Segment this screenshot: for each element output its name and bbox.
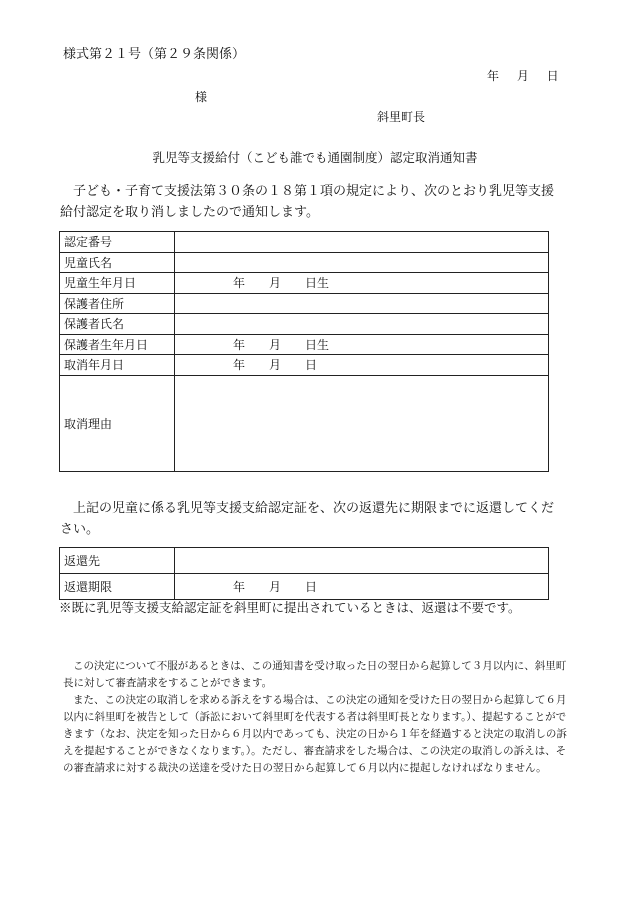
return-exemption-note: ※既に乳児等支援支給認定証を斜里町に提出されているときは、返還は不要です。	[59, 600, 521, 615]
row-label: 保護者生年月日	[60, 334, 175, 355]
day-label: 日生	[305, 337, 330, 352]
row-label: 児童氏名	[60, 252, 175, 273]
return-instruction: 上記の児童に係る乳児等支援支給認定証を、次の返還先に期限までに返還してください。	[60, 501, 555, 537]
certification-details-table	[59, 231, 549, 472]
table-row	[60, 548, 549, 574]
table-row	[60, 314, 549, 335]
cancellation-date-field[interactable]	[175, 355, 549, 376]
issue-date-line: 年 月 日	[487, 69, 559, 83]
row-label: 返還期限	[60, 574, 175, 600]
return-destination-field[interactable]	[175, 548, 549, 574]
day-label: 日	[305, 358, 318, 373]
row-label: 取消理由	[60, 375, 175, 471]
return-deadline-field[interactable]	[175, 574, 549, 600]
month-label: 月	[269, 337, 282, 352]
month-label: 月	[269, 276, 282, 291]
row-label: 保護者住所	[60, 293, 175, 314]
appeal-paragraph: この決定について不服があるときは、この通知書を受け取った日の翌日から起算して３月以内に、斜里町長に対して審査請求をすることができます。	[63, 660, 567, 689]
appeal-notice	[63, 658, 571, 777]
row-label: 認定番号	[60, 232, 175, 253]
guardian-birthdate-field[interactable]	[175, 334, 549, 355]
month-label: 月	[269, 358, 282, 373]
year-label: 年	[233, 337, 246, 352]
row-label: 保護者氏名	[60, 314, 175, 335]
table-row	[60, 574, 549, 600]
day-label: 日生	[305, 276, 330, 291]
row-label: 返還先	[60, 548, 175, 574]
month-label: 月	[269, 580, 282, 594]
cancellation-reason-field[interactable]	[175, 375, 549, 471]
guardian-address-field[interactable]	[175, 293, 549, 314]
row-label: 児童生年月日	[60, 273, 175, 294]
row-label: 取消年月日	[60, 355, 175, 376]
issuer-name: 斜里町長	[377, 110, 426, 124]
year-label: 年	[233, 276, 246, 291]
table-row	[60, 232, 549, 253]
year-label: 年	[233, 358, 246, 373]
year-label: 年	[233, 580, 246, 594]
table-row	[60, 375, 549, 471]
table-row	[60, 273, 549, 294]
table-row	[60, 355, 549, 376]
lawsuit-paragraph: また、この決定の取消しを求める訴えをする場合は、この決定の通知を受けた日の翌日から起算して６月以内に斜里町を被告として（訴訟において斜里町を代表する者は斜里町長となります。）、提起することができます（なお、決定を知った日から６月以内であっても、決定の日から１年を経過すると決定の取消しの訴えを提起することができなくなります。）。ただし、審査請求をした場合は、この決定の取消しの訴えは、その審査請求に対する裁決の送達を受けた日の翌日から起算して６月以内に提起しなければなりません。	[63, 694, 567, 774]
certification-number-field[interactable]	[175, 232, 549, 253]
child-birthdate-field[interactable]	[175, 273, 549, 294]
child-name-field[interactable]	[175, 252, 549, 273]
intro-paragraph: 子ども・子育て支援法第３０条の１８第１項の規定により、次のとおり乳児等支援給付認定を取り消しましたので通知します。	[60, 184, 555, 220]
document-title: 乳児等支援給付（こども誰でも通園制度）認定取消通知書	[152, 150, 478, 165]
table-row	[60, 334, 549, 355]
guardian-name-field[interactable]	[175, 314, 549, 335]
day-label: 日	[305, 580, 318, 594]
table-row	[60, 252, 549, 273]
table-row	[60, 293, 549, 314]
addressee-line: 様	[195, 90, 208, 104]
form-number: 様式第２１号（第２９条関係）	[63, 47, 246, 62]
return-details-table	[59, 547, 549, 600]
